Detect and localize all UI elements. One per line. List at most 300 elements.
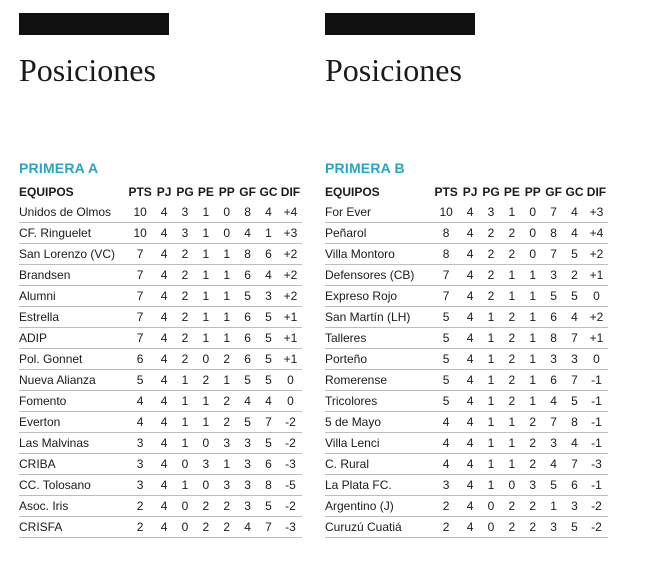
goal-difference-cell: -2 xyxy=(279,496,302,517)
table-row xyxy=(19,349,302,370)
goal-difference-cell: 0 xyxy=(585,349,608,370)
won-cell: 3 xyxy=(175,202,196,223)
lost-cell: 2 xyxy=(216,496,237,517)
goal-difference-cell: -1 xyxy=(585,475,608,496)
team-name-cell: Las Malvinas xyxy=(19,433,127,454)
lost-cell: 3 xyxy=(216,433,237,454)
goal-difference-cell: +1 xyxy=(585,328,608,349)
won-cell: 2 xyxy=(175,265,196,286)
won-cell: 2 xyxy=(481,244,502,265)
team-name-cell: Villa Montoro xyxy=(325,244,433,265)
played-cell: 4 xyxy=(154,370,175,391)
goal-difference-cell: -2 xyxy=(279,412,302,433)
won-cell: 1 xyxy=(175,412,196,433)
goals-against-cell: 7 xyxy=(258,412,279,433)
points-cell: 7 xyxy=(433,265,460,286)
drawn-cell: 0 xyxy=(195,475,216,496)
played-cell: 4 xyxy=(154,307,175,328)
team-name-cell: Romerense xyxy=(325,370,433,391)
table-row xyxy=(325,265,608,286)
table-row xyxy=(19,475,302,496)
division-label: PRIMERA B xyxy=(325,160,405,176)
drawn-cell: 2 xyxy=(195,370,216,391)
table-row xyxy=(325,223,608,244)
goals-against-cell: 5 xyxy=(258,307,279,328)
table-header-row xyxy=(19,181,302,202)
goals-against-cell: 4 xyxy=(258,265,279,286)
drawn-cell: 2 xyxy=(501,328,522,349)
goals-for-cell: 4 xyxy=(237,391,258,412)
goal-difference-cell: -2 xyxy=(585,517,608,538)
team-name-cell: Unidos de Olmos xyxy=(19,202,127,223)
points-cell: 7 xyxy=(127,307,154,328)
table-row xyxy=(19,433,302,454)
points-cell: 2 xyxy=(127,496,154,517)
column-header: EQUIPOS xyxy=(325,184,380,199)
team-name-cell: Everton xyxy=(19,412,127,433)
points-cell: 5 xyxy=(433,370,460,391)
points-cell: 2 xyxy=(127,517,154,538)
team-name-cell: ADIP xyxy=(19,328,127,349)
goals-against-cell: 7 xyxy=(258,517,279,538)
played-cell: 4 xyxy=(154,496,175,517)
team-name-cell: San Martín (LH) xyxy=(325,307,433,328)
drawn-cell: 1 xyxy=(195,223,216,244)
drawn-cell: 2 xyxy=(501,349,522,370)
goal-difference-cell: +3 xyxy=(279,223,302,244)
goals-for-cell: 8 xyxy=(237,202,258,223)
played-cell: 4 xyxy=(154,391,175,412)
points-cell: 8 xyxy=(433,223,460,244)
column-header: PE xyxy=(197,184,214,199)
points-cell: 2 xyxy=(433,517,460,538)
goals-against-cell: 4 xyxy=(564,307,585,328)
table-row xyxy=(325,475,608,496)
lost-cell: 2 xyxy=(522,496,543,517)
played-cell: 4 xyxy=(460,265,481,286)
won-cell: 1 xyxy=(481,307,502,328)
goals-for-cell: 6 xyxy=(237,349,258,370)
table-row xyxy=(19,391,302,412)
points-cell: 7 xyxy=(127,244,154,265)
lost-cell: 1 xyxy=(522,349,543,370)
team-name-cell: San Lorenzo (VC) xyxy=(19,244,127,265)
played-cell: 4 xyxy=(460,349,481,370)
column-header: GF xyxy=(239,184,256,199)
points-cell: 10 xyxy=(127,202,154,223)
column-header: PG xyxy=(176,184,194,199)
points-cell: 4 xyxy=(127,412,154,433)
played-cell: 4 xyxy=(460,475,481,496)
points-cell: 2 xyxy=(433,496,460,517)
played-cell: 4 xyxy=(460,223,481,244)
goals-against-cell: 8 xyxy=(258,475,279,496)
goals-against-cell: 3 xyxy=(258,286,279,307)
goal-difference-cell: -1 xyxy=(585,433,608,454)
goals-against-cell: 5 xyxy=(564,517,585,538)
goals-against-cell: 7 xyxy=(564,328,585,349)
goals-against-cell: 5 xyxy=(564,286,585,307)
goal-difference-cell: 0 xyxy=(279,370,302,391)
played-cell: 4 xyxy=(154,454,175,475)
won-cell: 2 xyxy=(175,307,196,328)
played-cell: 4 xyxy=(460,412,481,433)
goal-difference-cell: +1 xyxy=(279,349,302,370)
team-name-cell: Defensores (CB) xyxy=(325,265,433,286)
won-cell: 0 xyxy=(175,517,196,538)
points-cell: 3 xyxy=(127,454,154,475)
drawn-cell: 0 xyxy=(195,349,216,370)
lost-cell: 1 xyxy=(216,244,237,265)
played-cell: 4 xyxy=(460,454,481,475)
goals-for-cell: 4 xyxy=(543,454,564,475)
played-cell: 4 xyxy=(460,433,481,454)
team-name-cell: Nueva Alianza xyxy=(19,370,127,391)
team-name-cell: Argentino (J) xyxy=(325,496,433,517)
goals-against-cell: 4 xyxy=(564,202,585,223)
goals-against-cell: 4 xyxy=(258,391,279,412)
goals-against-cell: 2 xyxy=(564,265,585,286)
goals-against-cell: 7 xyxy=(564,454,585,475)
lost-cell: 0 xyxy=(216,202,237,223)
won-cell: 0 xyxy=(175,454,196,475)
played-cell: 4 xyxy=(460,517,481,538)
table-row xyxy=(325,307,608,328)
won-cell: 2 xyxy=(481,265,502,286)
table-row xyxy=(19,307,302,328)
lost-cell: 2 xyxy=(522,454,543,475)
goal-difference-cell: -3 xyxy=(585,454,608,475)
goal-difference-cell: +2 xyxy=(279,265,302,286)
goals-for-cell: 4 xyxy=(237,223,258,244)
goal-difference-cell: -5 xyxy=(279,475,302,496)
drawn-cell: 2 xyxy=(501,223,522,244)
drawn-cell: 1 xyxy=(195,307,216,328)
goals-for-cell: 6 xyxy=(237,328,258,349)
points-cell: 5 xyxy=(433,391,460,412)
drawn-cell: 1 xyxy=(501,454,522,475)
table-row xyxy=(19,286,302,307)
played-cell: 4 xyxy=(460,307,481,328)
lost-cell: 0 xyxy=(216,223,237,244)
played-cell: 4 xyxy=(154,202,175,223)
goals-against-cell: 4 xyxy=(564,223,585,244)
lost-cell: 2 xyxy=(216,517,237,538)
lost-cell: 3 xyxy=(216,475,237,496)
table-row xyxy=(19,265,302,286)
goals-for-cell: 6 xyxy=(237,307,258,328)
played-cell: 4 xyxy=(154,265,175,286)
column-header: PP xyxy=(524,184,541,199)
team-name-cell: Asoc. Iris xyxy=(19,496,127,517)
lost-cell: 2 xyxy=(216,412,237,433)
goals-for-cell: 5 xyxy=(543,286,564,307)
lost-cell: 1 xyxy=(522,391,543,412)
column-header: DIF xyxy=(280,184,301,199)
points-cell: 5 xyxy=(127,370,154,391)
goals-against-cell: 7 xyxy=(564,370,585,391)
goal-difference-cell: 0 xyxy=(279,391,302,412)
goals-for-cell: 3 xyxy=(237,433,258,454)
goals-for-cell: 5 xyxy=(543,475,564,496)
team-name-cell: Villa Lenci xyxy=(325,433,433,454)
standings-table xyxy=(325,181,608,538)
lost-cell: 1 xyxy=(522,370,543,391)
won-cell: 1 xyxy=(481,370,502,391)
goals-against-cell: 5 xyxy=(258,328,279,349)
team-name-cell: Alumni xyxy=(19,286,127,307)
goals-against-cell: 5 xyxy=(258,433,279,454)
goals-against-cell: 3 xyxy=(564,496,585,517)
played-cell: 4 xyxy=(154,244,175,265)
table-row xyxy=(325,454,608,475)
team-name-cell: Estrella xyxy=(19,307,127,328)
goals-for-cell: 7 xyxy=(543,412,564,433)
points-cell: 4 xyxy=(433,454,460,475)
played-cell: 4 xyxy=(154,412,175,433)
won-cell: 1 xyxy=(481,475,502,496)
goals-for-cell: 7 xyxy=(543,202,564,223)
drawn-cell: 3 xyxy=(195,454,216,475)
goal-difference-cell: +1 xyxy=(279,307,302,328)
drawn-cell: 1 xyxy=(501,412,522,433)
drawn-cell: 0 xyxy=(195,433,216,454)
table-row xyxy=(19,412,302,433)
points-cell: 3 xyxy=(127,475,154,496)
goals-against-cell: 8 xyxy=(564,412,585,433)
won-cell: 2 xyxy=(481,286,502,307)
team-name-cell: La Plata FC. xyxy=(325,475,433,496)
lost-cell: 1 xyxy=(216,454,237,475)
played-cell: 4 xyxy=(154,328,175,349)
header-bar xyxy=(19,13,169,35)
won-cell: 1 xyxy=(175,370,196,391)
won-cell: 2 xyxy=(481,223,502,244)
lost-cell: 2 xyxy=(216,391,237,412)
goals-for-cell: 1 xyxy=(543,496,564,517)
team-name-cell: For Ever xyxy=(325,202,433,223)
goals-for-cell: 4 xyxy=(237,517,258,538)
points-cell: 7 xyxy=(127,265,154,286)
lost-cell: 1 xyxy=(216,286,237,307)
goals-for-cell: 5 xyxy=(237,286,258,307)
goal-difference-cell: +4 xyxy=(279,202,302,223)
table-row xyxy=(19,202,302,223)
table-row xyxy=(325,202,608,223)
table-row xyxy=(325,496,608,517)
section-title: Posiciones xyxy=(325,52,462,88)
table-row xyxy=(325,244,608,265)
goals-against-cell: 5 xyxy=(258,496,279,517)
won-cell: 1 xyxy=(175,433,196,454)
points-cell: 5 xyxy=(433,328,460,349)
table-row xyxy=(19,244,302,265)
points-cell: 7 xyxy=(433,286,460,307)
goal-difference-cell: -1 xyxy=(585,391,608,412)
goals-for-cell: 5 xyxy=(237,412,258,433)
table-row xyxy=(325,286,608,307)
drawn-cell: 1 xyxy=(195,391,216,412)
goals-for-cell: 3 xyxy=(543,517,564,538)
won-cell: 3 xyxy=(481,202,502,223)
lost-cell: 2 xyxy=(216,349,237,370)
column-header: PTS xyxy=(434,184,458,199)
played-cell: 4 xyxy=(154,286,175,307)
goals-for-cell: 6 xyxy=(543,307,564,328)
table-row xyxy=(325,349,608,370)
table-row xyxy=(19,454,302,475)
drawn-cell: 1 xyxy=(195,286,216,307)
points-cell: 5 xyxy=(433,349,460,370)
played-cell: 4 xyxy=(154,475,175,496)
table-row xyxy=(325,433,608,454)
points-cell: 6 xyxy=(127,349,154,370)
table-row xyxy=(325,328,608,349)
table-row xyxy=(325,391,608,412)
goals-for-cell: 6 xyxy=(543,370,564,391)
won-cell: 0 xyxy=(481,517,502,538)
goal-difference-cell: +3 xyxy=(585,202,608,223)
team-name-cell: C. Rural xyxy=(325,454,433,475)
won-cell: 2 xyxy=(175,349,196,370)
drawn-cell: 0 xyxy=(501,475,522,496)
won-cell: 2 xyxy=(175,244,196,265)
points-cell: 3 xyxy=(433,475,460,496)
table-row xyxy=(325,370,608,391)
played-cell: 4 xyxy=(460,202,481,223)
goals-against-cell: 5 xyxy=(564,244,585,265)
column-header: PE xyxy=(503,184,520,199)
played-cell: 4 xyxy=(460,244,481,265)
goals-for-cell: 3 xyxy=(543,349,564,370)
drawn-cell: 2 xyxy=(501,307,522,328)
column-header: GC xyxy=(259,184,278,199)
drawn-cell: 1 xyxy=(195,202,216,223)
lost-cell: 1 xyxy=(522,265,543,286)
drawn-cell: 1 xyxy=(501,265,522,286)
played-cell: 4 xyxy=(154,223,175,244)
drawn-cell: 1 xyxy=(501,286,522,307)
played-cell: 4 xyxy=(154,517,175,538)
points-cell: 4 xyxy=(127,391,154,412)
goals-against-cell: 4 xyxy=(258,202,279,223)
drawn-cell: 1 xyxy=(501,202,522,223)
goals-against-cell: 3 xyxy=(564,349,585,370)
lost-cell: 2 xyxy=(522,433,543,454)
goal-difference-cell: +2 xyxy=(585,244,608,265)
points-cell: 10 xyxy=(127,223,154,244)
lost-cell: 1 xyxy=(216,307,237,328)
goals-for-cell: 3 xyxy=(237,496,258,517)
goals-for-cell: 8 xyxy=(237,244,258,265)
lost-cell: 1 xyxy=(522,307,543,328)
goals-for-cell: 8 xyxy=(543,328,564,349)
won-cell: 3 xyxy=(175,223,196,244)
goals-against-cell: 5 xyxy=(564,391,585,412)
lost-cell: 2 xyxy=(522,412,543,433)
lost-cell: 3 xyxy=(522,475,543,496)
played-cell: 4 xyxy=(154,433,175,454)
lost-cell: 0 xyxy=(522,202,543,223)
won-cell: 1 xyxy=(481,454,502,475)
lost-cell: 0 xyxy=(522,223,543,244)
goals-against-cell: 5 xyxy=(258,370,279,391)
goals-for-cell: 3 xyxy=(237,454,258,475)
won-cell: 1 xyxy=(481,433,502,454)
points-cell: 7 xyxy=(127,328,154,349)
goal-difference-cell: +2 xyxy=(279,244,302,265)
column-header: PP xyxy=(218,184,235,199)
table-row xyxy=(19,517,302,538)
column-header: GC xyxy=(565,184,584,199)
table-row xyxy=(19,370,302,391)
column-header: PJ xyxy=(462,184,478,199)
drawn-cell: 2 xyxy=(195,496,216,517)
goal-difference-cell: -2 xyxy=(279,433,302,454)
won-cell: 1 xyxy=(175,391,196,412)
goals-for-cell: 3 xyxy=(543,265,564,286)
drawn-cell: 2 xyxy=(501,370,522,391)
goals-against-cell: 6 xyxy=(564,475,585,496)
header-bar xyxy=(325,13,475,35)
column-header: PG xyxy=(482,184,500,199)
team-name-cell: CRISFA xyxy=(19,517,127,538)
team-name-cell: CF. Ringuelet xyxy=(19,223,127,244)
drawn-cell: 2 xyxy=(195,517,216,538)
played-cell: 4 xyxy=(460,370,481,391)
drawn-cell: 1 xyxy=(195,244,216,265)
column-header: PJ xyxy=(156,184,172,199)
lost-cell: 1 xyxy=(216,265,237,286)
drawn-cell: 1 xyxy=(501,433,522,454)
team-name-cell: Pol. Gonnet xyxy=(19,349,127,370)
drawn-cell: 2 xyxy=(501,496,522,517)
goals-against-cell: 4 xyxy=(564,433,585,454)
goal-difference-cell: +2 xyxy=(279,286,302,307)
goals-for-cell: 7 xyxy=(543,244,564,265)
points-cell: 8 xyxy=(433,244,460,265)
column-header: DIF xyxy=(586,184,607,199)
played-cell: 4 xyxy=(460,391,481,412)
goal-difference-cell: +1 xyxy=(585,265,608,286)
division-label: PRIMERA A xyxy=(19,160,99,176)
standings-table xyxy=(19,181,302,538)
goals-against-cell: 5 xyxy=(258,349,279,370)
table-header-row xyxy=(325,181,608,202)
lost-cell: 1 xyxy=(216,328,237,349)
table-row xyxy=(19,223,302,244)
team-name-cell: Expreso Rojo xyxy=(325,286,433,307)
section-title: Posiciones xyxy=(19,52,156,88)
won-cell: 1 xyxy=(481,391,502,412)
lost-cell: 1 xyxy=(216,370,237,391)
goals-against-cell: 6 xyxy=(258,454,279,475)
points-cell: 7 xyxy=(127,286,154,307)
won-cell: 1 xyxy=(481,328,502,349)
table-row xyxy=(19,496,302,517)
won-cell: 1 xyxy=(175,475,196,496)
team-name-cell: 5 de Mayo xyxy=(325,412,433,433)
lost-cell: 1 xyxy=(522,286,543,307)
goal-difference-cell: -3 xyxy=(279,517,302,538)
points-cell: 5 xyxy=(433,307,460,328)
won-cell: 0 xyxy=(481,496,502,517)
played-cell: 4 xyxy=(460,286,481,307)
goals-for-cell: 4 xyxy=(543,391,564,412)
goal-difference-cell: -1 xyxy=(585,370,608,391)
team-name-cell: Tricolores xyxy=(325,391,433,412)
goals-against-cell: 1 xyxy=(258,223,279,244)
